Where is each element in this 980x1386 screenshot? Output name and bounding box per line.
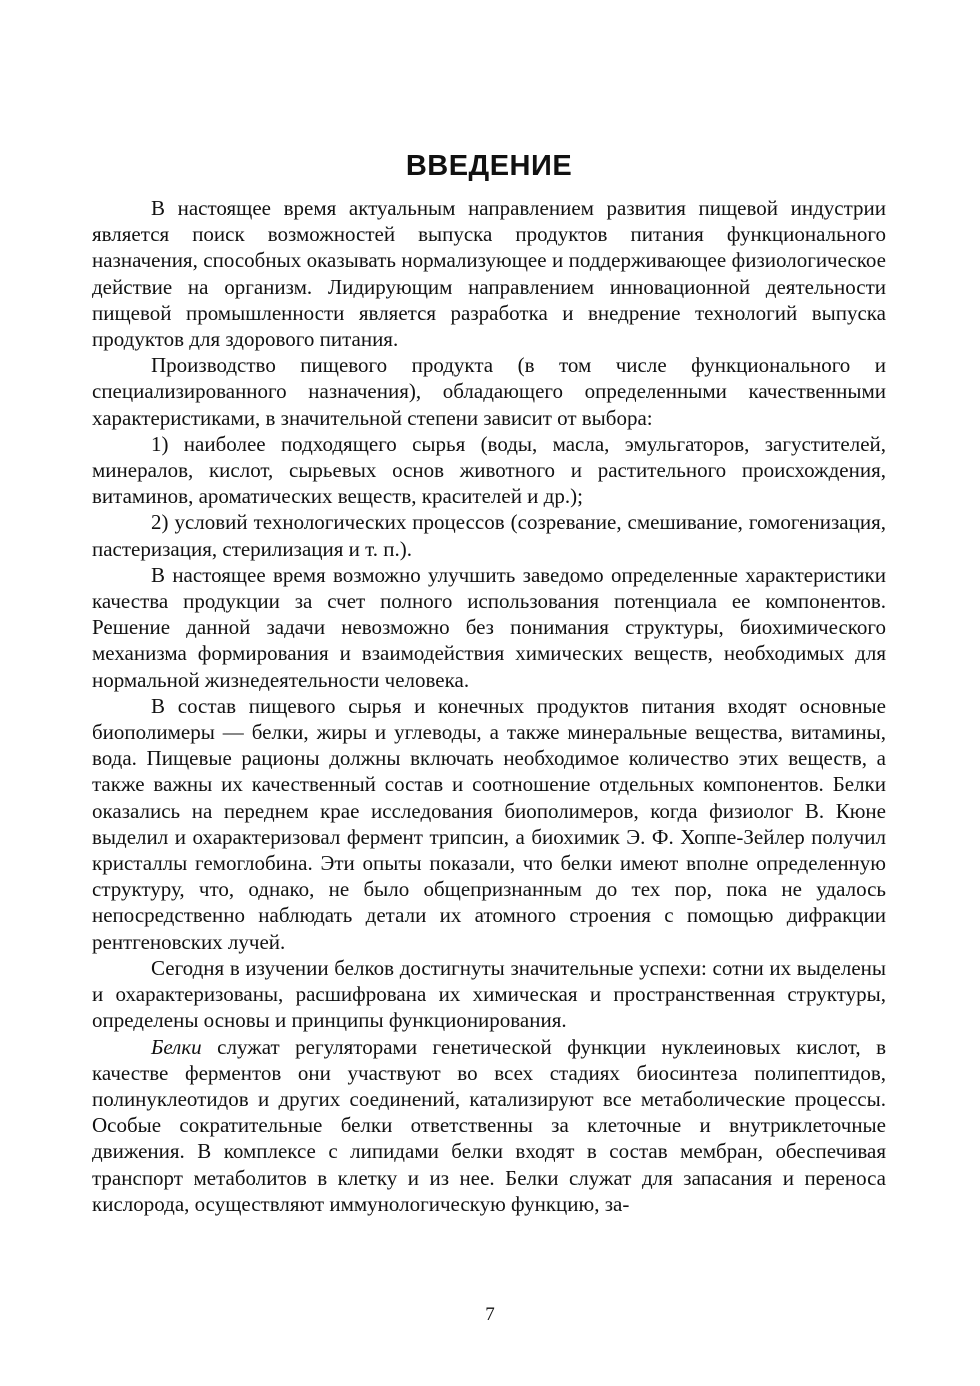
page-number: 7 [485, 1304, 495, 1325]
list-item-process-conditions: 2) условий технологических процессов (созревание, смешивание, гомогенизация, пастеризация, стерилизация и т. п.). [92, 510, 886, 561]
paragraph-biopolymers: В состав пищевого сырья и конечных продуктов питания входят основные биополимеры — белки, жиры и углеводы, а также минеральные вещества, витамины, вода. Пищевые рационы должны включать необходимое количество этих веществ, а также важны их качественный состав и соотношение отдельных компонентов. Белки оказались на переднем крае исследования биополимеров, когда физиолог В. Кюне выделил и охарактеризовал фермент трипсин, а биохимик Э. Ф. Хоппе-Зейлер получил кристаллы гемоглобина. Эти опыты показали, что белки имеют вполне определенную структуру, что, однако, не было общепризнанным до тех пор, пока не удалось непосредственно наблюдать детали их атомного строения с помощью дифракции рентгеновских лучей. [92, 693, 886, 954]
paragraph-proteins-text: служат регуляторами генетической функции нуклеиновых кислот, в качестве ферментов они участвуют во всех стадиях биосинтеза полипептидов, полинуклеотидов и других соединений, катализируют все метаболические процессы. Особые сократительные белки ответственны за клеточные и внутриклеточные движения. В комплексе с липидами белки входят в состав мембран, обеспечивая транспорт метаболитов в клетку и из нее. Белки служат для запасания и переноса кислорода, осуществляют иммунологическую функцию, за- [92, 1034, 886, 1216]
paragraph-quality: В настоящее время возможно улучшить заведомо определенные характеристики качества продукции за счет полного использования потенциала ее компонентов. Решение данной задачи невозможно без понимания структуры, биохимического механизма формирования и взаимодействия химических веществ, необходимых для нормальной жизнедеятельности человека. [92, 562, 886, 692]
paragraph-proteins [92, 1034, 886, 1217]
page-title: ВВЕДЕНИЕ [405, 150, 573, 182]
italic-term: Белки [151, 1034, 202, 1059]
list-item-raw-materials: 1) наиболее подходящего сырья (воды, масла, эмульгаторов, загустителей, минералов, кислот, сырьевых основ животного и растительного происхождения, витаминов, ароматических веществ, красителей и др.); [92, 431, 886, 509]
page-body [92, 150, 886, 1217]
paragraph-production: Производство пищевого продукта (в том числе функционального и специализированного назначения), обладающего определенными качественными характеристиками, в значительной степени зависит от выбора: [92, 353, 886, 430]
paragraph-today: Сегодня в изучении белков достигнуты значительные успехи: сотни их выделены и охарактеризованы, расшифрована их химическая и пространственная структуры, определены основы и принципы функционирования. [92, 955, 886, 1033]
paragraph-intro: В настоящее время актуальным направлением развития пищевой индустрии является поиск возможностей выпуска продуктов питания функционального назначения, способных оказывать нормализующее и поддерживающее физиологическое действие на организм. Лидирующим направлением инновационной деятельности пищевой промышленности является разработка и внедрение технологий выпуска продуктов для здорового питания. [92, 196, 886, 352]
